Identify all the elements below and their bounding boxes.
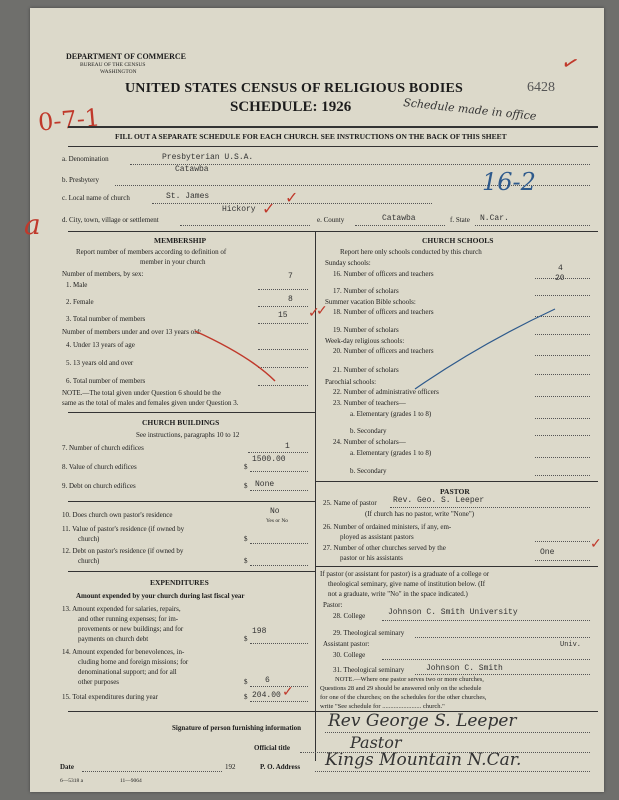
q18-label: 18. Number of officers and teachers [333,308,434,316]
red-code: 0-7-1 [36,103,102,137]
schedule-year: SCHEDULE: 1926 [230,99,352,115]
q4-label: 4. Under 13 years of age [66,341,135,349]
q29-label: 29. Theological seminary [333,629,405,637]
q24a-label: a. Elementary (grades 1 to 8) [350,449,432,457]
membership-intro-1: Report number of members according to definition of [76,248,227,256]
q19-label: 19. Number of scholars [333,326,399,334]
census-form [24,8,604,792]
q25-label: 25. Name of pastor [323,499,377,507]
q15-dollar: $ [244,693,248,701]
red-check-q27: ✓ [590,537,602,552]
q28-value: Johnson C. Smith University [388,608,518,617]
address-label: P. O. Address [260,763,301,771]
pastor-note-1: NOTE.—Where one pastor serves two or more churches, [335,676,484,683]
q8-label: 8. Value of church edifices [62,463,137,471]
blue-cancel-stroke [410,304,560,394]
q14-label-2: cluding home and foreign missions; for [78,658,189,666]
buildings-sub: See instructions, paragraphs 10 to 12 [136,431,240,439]
q6-label: 6. Total number of members [66,377,146,385]
date-year: 192 [225,763,236,771]
q31-extra: Univ. [560,641,582,649]
q24-label: 24. Number of scholars— [333,438,406,446]
q14-label-1: 14. Amount expended for benevolences, in- [62,648,185,656]
q12-dollar: $ [244,557,248,565]
sig-label: Signature of person furnishing information [172,724,301,732]
pastor-note-4: write "See schedule for ........................ church." [320,703,445,710]
date-label: Date [60,763,74,771]
office-note: Schedule made in office [402,96,538,123]
title-label: Official title [254,744,290,752]
q23b-label: b. Secondary [350,427,387,435]
q28-label: 28. College [333,612,366,620]
q8-dollar: $ [244,463,248,471]
red-cancel-stroke [190,326,280,386]
q8-value: 1500.00 [252,455,286,464]
membership-heading: MEMBERSHIP [154,236,207,245]
address-value: Kings Mountain N.Car. [325,750,522,770]
local-name-value: St. James [166,192,210,201]
pastor-heading: PASTOR [440,487,470,496]
q13-value: 198 [252,627,267,636]
margin-mark: a [24,208,41,241]
denomination-label: a. Denomination [62,155,109,163]
q26-label-2: ployed as assistant pastors [340,533,414,541]
q14-label-4: other purposes [78,678,120,686]
q5-label: 5. 13 years old and over [66,359,134,367]
q16-label: 16. Number of officers and teachers [333,270,434,278]
q9-label: 9. Debt on church edifices [62,482,136,490]
q13-label-3: provements or new buildings; and for [78,625,184,633]
q23-label: 23. Number of teachers— [333,399,406,407]
presbytery-value: Catawba [175,165,209,174]
q15-value: 204.00 [252,691,281,700]
membership-note-2: same as the total of males and females given under Question 3. [62,399,239,407]
red-check-city: ✓ [262,201,276,218]
q3-value: 15 [278,311,288,320]
red-check-q18: ✓ [316,304,328,319]
pastor-note-3: for one of the churches; on the schedules for the other churches, [320,694,487,701]
q12-label-1: 12. Debt on pastor's residence (if owned by [62,547,184,555]
form-number: 6—5318 a [60,778,84,784]
form-title: UNITED STATES CENSUS OF RELIGIOUS BODIES [125,81,464,96]
q31-label: 31. Theological seminary [333,666,405,674]
q10-value: No [270,507,280,516]
q21-label: 21. Number of scholars [333,366,399,374]
red-check-name: ✓ [285,190,299,207]
q17-value: 20 [555,274,565,283]
q14-dollar: $ [244,678,248,686]
q1-label: 1. Male [66,281,88,289]
summer-label: Summer vacation Bible schools: [325,298,416,306]
q22-label: 22. Number of administrative officers [333,388,439,396]
q13-label-2: and other running expenses; for im- [78,615,179,623]
expenditures-sub: Amount expended by your church during last fiscal year [76,592,245,600]
grad-note-3: not a graduate, write "No" in the space indicated.) [328,590,468,598]
assistant-sub: Assistant pastor: [323,640,370,648]
q7-label: 7. Number of church edifices [62,444,144,452]
q30-label: 30. College [333,651,366,659]
weekday-label: Week-day religious schools: [325,337,405,345]
red-check-top: ✓ [558,50,582,78]
city-value: Hickory [222,205,256,214]
q11-label-2: church) [78,535,100,543]
title-value: Pastor [350,733,402,752]
membership-note-1: NOTE.—The total given under Question 6 should be the [62,389,221,397]
county-value: Catawba [382,214,416,223]
q14-value: 6 [265,676,270,685]
fill-instruction: FILL OUT A SEPARATE SCHEDULE FOR EACH CHURCH. SEE INSTRUCTIONS ON THE BACK OF THIS SHEET [115,132,507,141]
red-check-q15: ✓ [282,685,294,700]
q11-dollar: $ [244,535,248,543]
presbytery-label: b. Presbytery [62,176,99,184]
q15-label: 15. Total expenditures during year [62,693,158,701]
q27-value: One [540,548,555,557]
q2-label: 2. Female [66,298,94,306]
q27-label-2: pastor or his assistants [340,554,403,562]
q16-value: 4 [558,264,563,273]
q20-label: 20. Number of officers and teachers [333,347,434,355]
q10-label: 10. Does church own pastor's residence [62,511,173,519]
sig-value: Rev George S. Leeper [328,711,517,731]
state-label: f. State [450,216,470,224]
city-name: WASHINGTON [100,69,137,75]
grad-note-1: If pastor (or assistant for pastor) is a graduate of a college or [320,570,490,578]
q23a-label: a. Elementary (grades 1 to 8) [350,410,432,418]
q24b-label: b. Secondary [350,467,387,475]
membership-intro-2: member in your church [140,258,206,266]
q7-value: 1 [285,442,290,451]
schools-sub: Report here only schools conducted by this church [340,248,482,256]
header-rule-2 [68,146,598,147]
pastor-sub: Pastor: [323,601,343,609]
q3-label: 3. Total number of members [66,315,146,323]
q25-hint: (If church has no pastor, write "None") [365,510,475,518]
state-value: N.Car. [480,214,509,223]
q14-label-3: denominational support; and for all [78,668,177,676]
denomination-value: Presbyterian U.S.A. [162,153,254,162]
q9-dollar: $ [244,482,248,490]
q13-label-1: 13. Amount expended for salaries, repairs, [62,605,181,613]
q13-dollar: $ [244,635,248,643]
q9-value: None [255,480,275,489]
parochial-label: Parochial schools: [325,378,377,386]
pastor-note-2: Questions 28 and 29 should be answered only on the schedule [320,685,482,692]
county-label: e. County [317,216,345,224]
by-sex-label: Number of members, by sex: [62,270,144,278]
red-check-q3: ✓ [308,306,320,321]
schools-heading: CHURCH SCHOOLS [422,236,494,245]
form-number-2: 11—9064 [120,778,142,784]
age-label: Number of members under and over 13 years old: [62,328,202,336]
q27-label-1: 27. Number of other churches served by the [323,544,446,552]
q26-label-1: 26. Number of ordained ministers, if any, em- [323,523,452,531]
q31-value: Johnson C. Smith [426,664,503,673]
city-label: d. City, town, village or settlement [62,216,159,224]
header-rule [68,126,598,128]
expenditures-heading: EXPENDITURES [150,578,209,587]
dept-name: DEPARTMENT OF COMMERCE [66,52,187,61]
q1-value: 7 [288,272,293,281]
q2-value: 8 [288,295,293,304]
sunday-label: Sunday schools: [325,259,371,267]
q12-label-2: church) [78,557,100,565]
schedule-number: 6428 [527,80,555,95]
q11-label-1: 11. Value of pastor's residence (if owned by [62,525,185,533]
blue-code: 16-2 [482,168,536,196]
q13-label-4: payments on church debt [78,635,149,643]
local-name-label: c. Local name of church [62,194,130,202]
q25-value: Rev. Geo. S. Leeper [393,496,485,505]
grad-note-2: theological seminary, give name of institution below. (If [328,580,486,588]
buildings-heading: CHURCH BUILDINGS [142,418,220,427]
q17-label: 17. Number of scholars [333,287,399,295]
q10-hint: Yes or No [266,518,289,524]
bureau-name: BUREAU OF THE CENSUS [80,62,146,68]
